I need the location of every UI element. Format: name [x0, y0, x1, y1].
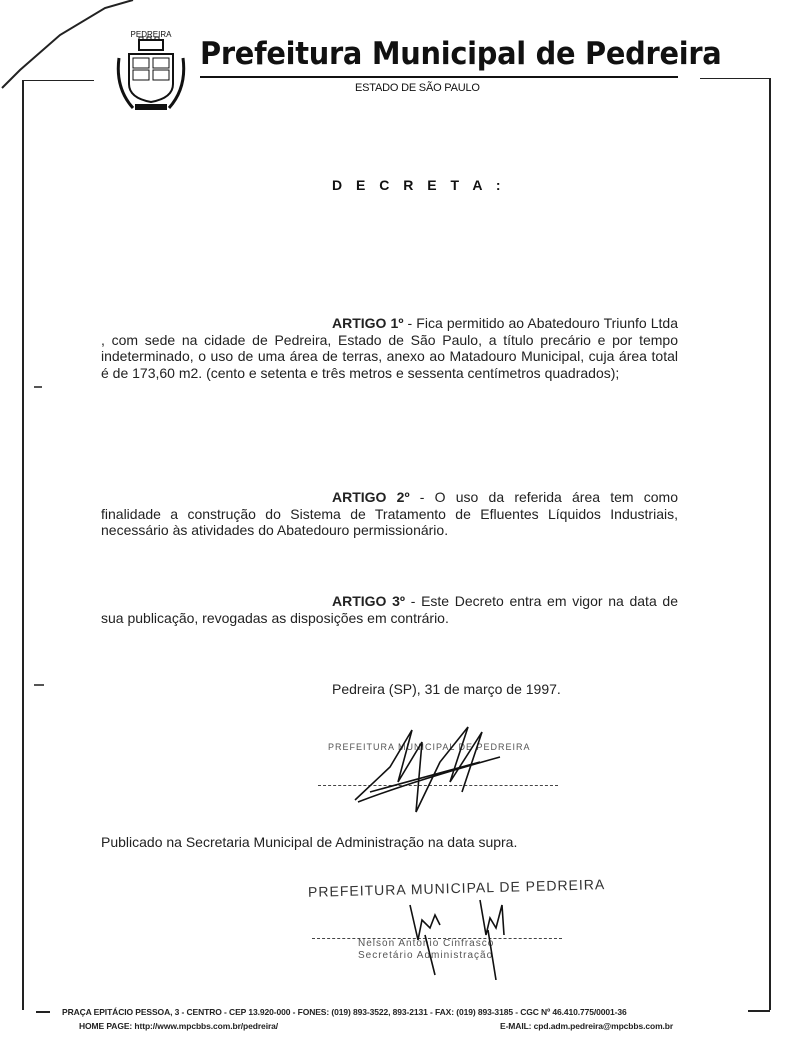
article-text: - Este Decreto entra em vigor na data de sua publicação, revogadas as disposições em contrário. [101, 593, 678, 626]
coat-of-arms-logo [115, 28, 187, 116]
svg-text:PEDREIRA: PEDREIRA [130, 30, 172, 39]
frame-right [769, 78, 771, 1010]
signature-stamp-2: PREFEITURA MUNICIPAL DE PEDREIRA [307, 876, 606, 900]
scan-mark [34, 386, 42, 388]
article-label: ARTIGO 1º [332, 315, 404, 331]
frame-left [22, 80, 24, 1010]
footer-homepage: HOME PAGE: http://www.mpcbbs.com.br/pedreira/ [79, 1021, 279, 1031]
article-text: - Fica permitido ao Abatedouro Triunfo Ltda , com sede na cidade de Pedreira, Estado de São Paulo, a título precário e por tempo indeterminado, o uso de uma área de terras, anexo ao Matadouro Municipal, cuja área total é de 173,60 m2. (cento e setenta e três metros e sessenta centímetros quadrados); [101, 315, 678, 381]
frame-bottom-right [748, 1010, 770, 1012]
publication-note: Publicado na Secretaria Municipal de Administração na data supra. [101, 834, 518, 850]
signatory-name: Nelson Antonio Cinfrasco [358, 938, 495, 949]
article-2 [101, 489, 678, 539]
article-text: - O uso da referida área tem como finalidade a construção do Sistema de Tratamento de Efluentes Líquidos Industriais, necessário às atividades do Abatedouro permissionário. [101, 489, 679, 538]
signatory-role: Secretário Administração [358, 950, 494, 961]
article-1 [101, 315, 678, 381]
frame-bottom-left [36, 1011, 50, 1013]
frame-top-right [700, 78, 770, 79]
footer-email: E-MAIL: cpd.adm.pedreira@mpcbbs.com.br [500, 1021, 674, 1031]
handwritten-signature-2 [400, 880, 510, 980]
scan-mark [34, 684, 44, 686]
handwritten-signature-1 [350, 722, 520, 822]
signature-stamp-1: PREFEITURA MUNICIPAL DE PEDREIRA [328, 742, 531, 752]
place-date: Pedreira (SP), 31 de março de 1997. [332, 681, 561, 697]
state-subtitle: ESTADO DE SÃO PAULO [355, 82, 480, 94]
page-title: Prefeitura Municipal de Pedreira [200, 36, 722, 72]
footer-address: PRAÇA EPITÁCIO PESSOA, 3 - CENTRO - CEP 13.920-000 - FONES: (019) 893-3522, 893-2131 - FAX: (019) 893-3185 - CGC Nº 46.410.775/0001-36 [62, 1007, 627, 1017]
decree-heading: D E C R E T A : [332, 177, 506, 193]
article-label: ARTIGO 2º [332, 489, 410, 505]
article-label: ARTIGO 3º [332, 593, 406, 609]
article-3 [101, 593, 678, 626]
title-underline [200, 76, 678, 78]
